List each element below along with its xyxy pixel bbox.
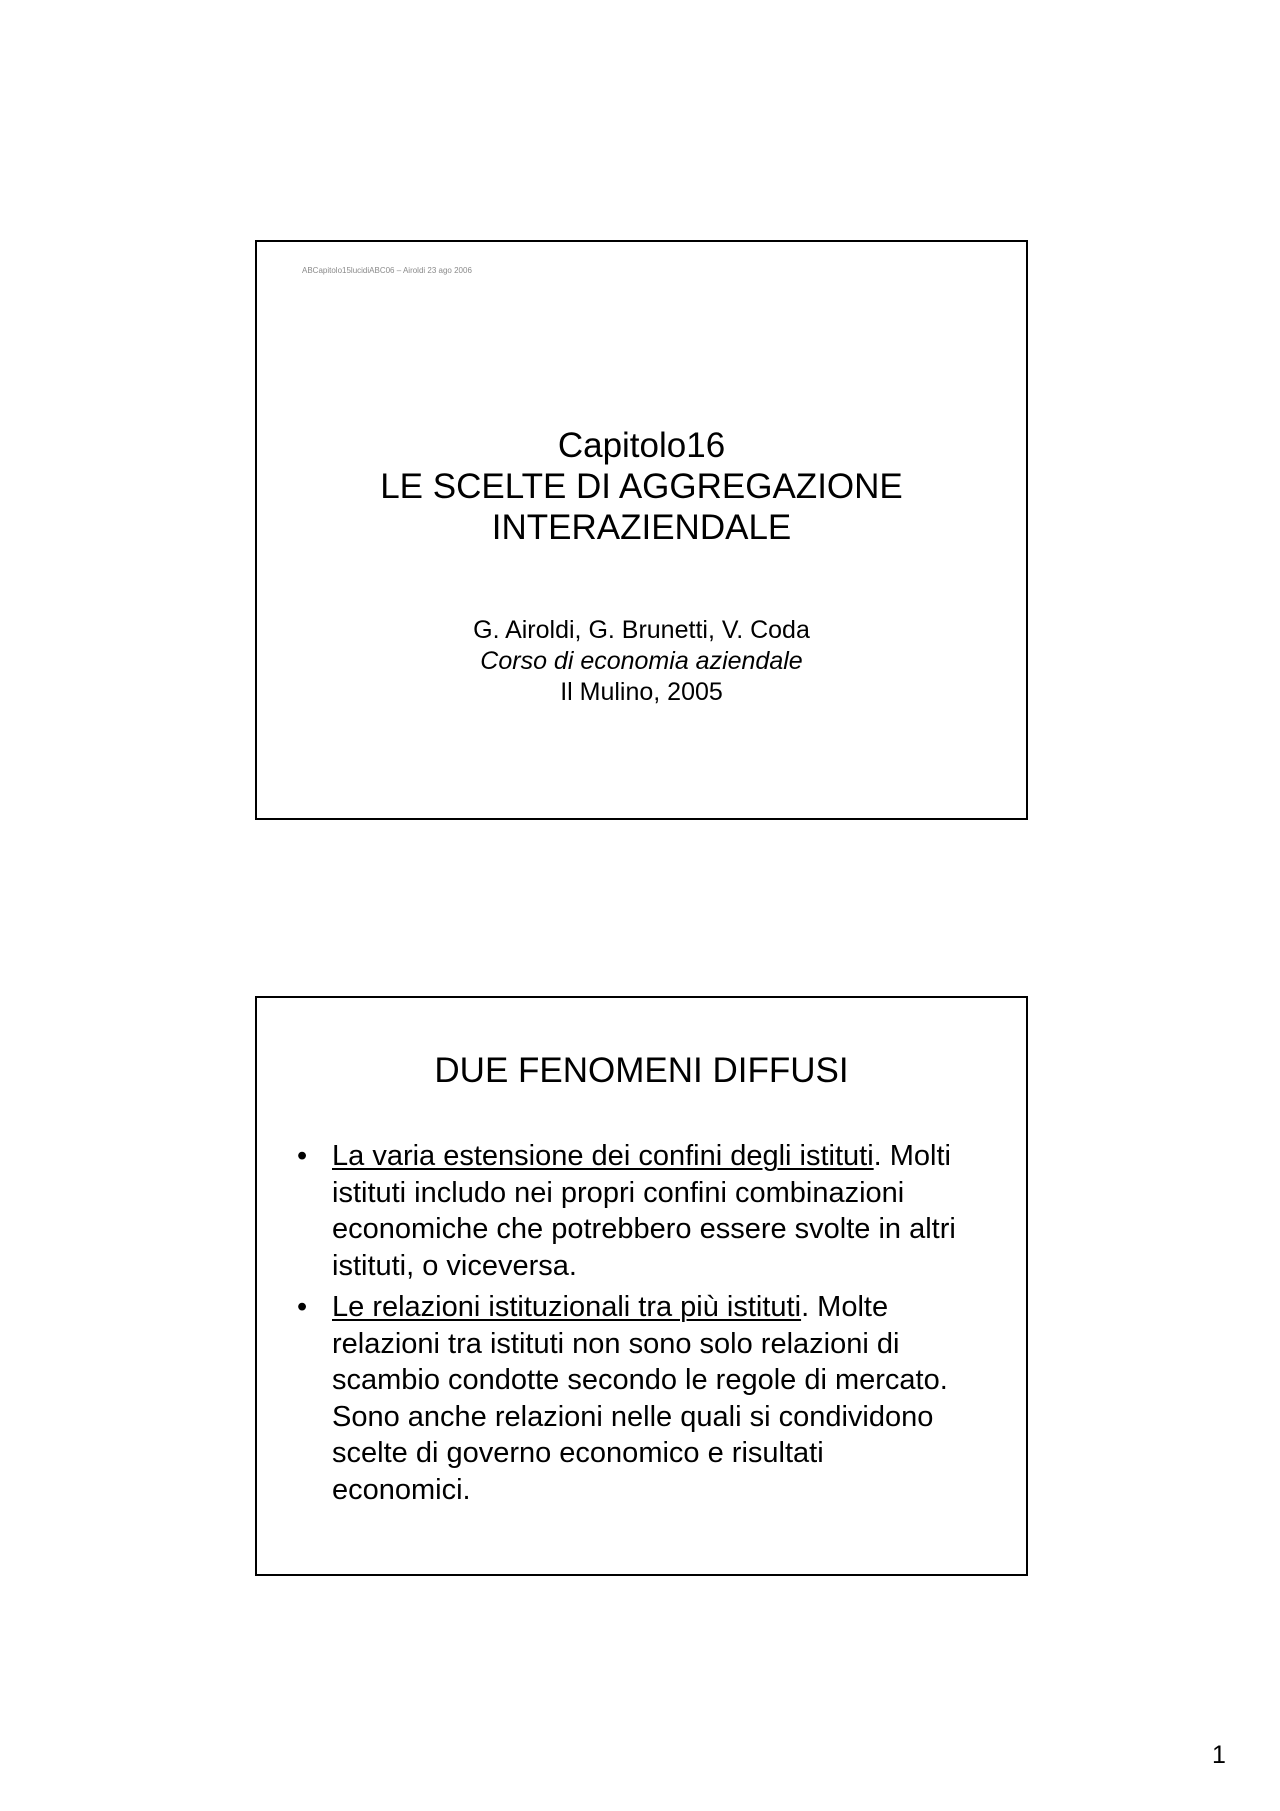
book-credits — [257, 615, 1026, 708]
bullet-item — [257, 1289, 1030, 1508]
bullet-line: scelte di governo economico e risultati — [332, 1437, 824, 1469]
slide-title — [257, 425, 1026, 548]
bullet-first-line — [332, 1138, 990, 1175]
bullet-list — [257, 1138, 1030, 1513]
bullet-dot-icon: • — [297, 1140, 308, 1172]
bullet-line: istituti includo nei propri confini combinazioni — [332, 1176, 905, 1209]
chapter-title-line-2: INTERAZIENDALE — [491, 508, 792, 547]
bullet-first-line — [332, 1289, 990, 1326]
bullet-line: scambio condotte secondo le regole di mercato. — [332, 1364, 948, 1396]
book-title: Corso di economia aziendale — [480, 647, 803, 675]
slide-2 — [255, 996, 1028, 1576]
bullet-line: istituti, o viceversa. — [332, 1249, 577, 1282]
bullet-line: relazioni tra istituti non sono solo relazioni di — [332, 1327, 900, 1360]
chapter-label: Capitolo16 — [557, 426, 726, 465]
slide-title: DUE FENOMENI DIFFUSI — [434, 1051, 849, 1090]
publisher: Il Mulino, 2005 — [560, 678, 723, 706]
slide-1 — [255, 240, 1028, 820]
bullet-line: Sono anche relazioni nelle quali si condividono — [332, 1400, 934, 1433]
bullet-lead-rest: . Molte — [801, 1291, 889, 1323]
bullet-dot-icon: • — [297, 1291, 308, 1323]
bullet-lead: Le relazioni istituzionali tra più istituti — [332, 1291, 802, 1323]
page-number: 1 — [1212, 1741, 1226, 1769]
chapter-title-line-1: LE SCELTE DI AGGREGAZIONE — [380, 467, 903, 506]
bullet-line: economici. — [332, 1473, 471, 1506]
bullet-lead: La varia estensione dei confini degli istituti — [332, 1140, 874, 1172]
slide-header-note: ABCapitolo15lucidiABC06 – Airoldi 23 ago 2006 — [302, 266, 472, 275]
bullet-item — [257, 1138, 1030, 1284]
bullet-lead-rest: . Molti — [873, 1140, 951, 1172]
authors: G. Airoldi, G. Brunetti, V. Coda — [473, 616, 810, 644]
bullet-line: economiche che potrebbero essere svolte in altri — [332, 1213, 956, 1245]
